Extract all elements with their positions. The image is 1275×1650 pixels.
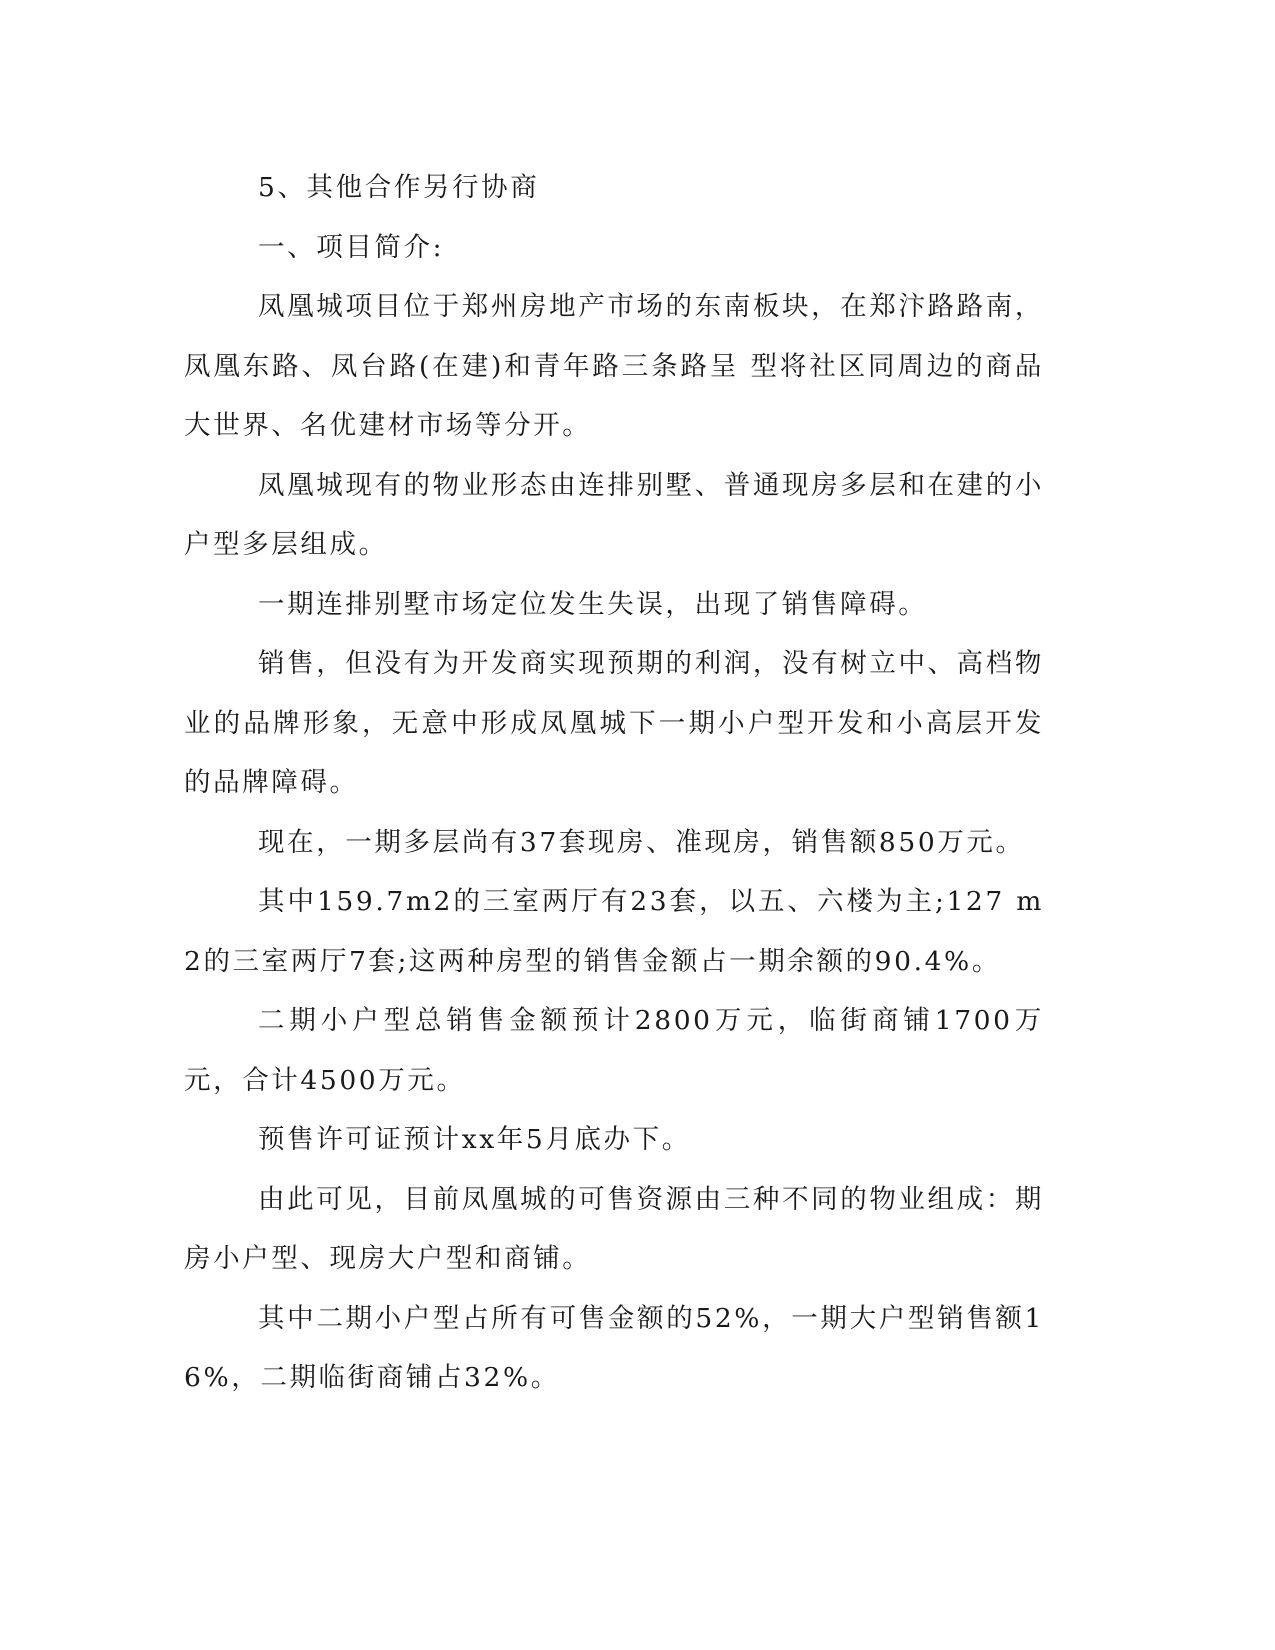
paragraph-brand-impact: 销售，但没有为开发商实现预期的利润，没有树立中、高档物业的品牌形象，无意中形成凤凰城下一期小户型开发和小高层开发的品牌障碍。 bbox=[184, 648, 1044, 798]
paragraph-unit-breakdown: 其中159.7m2的三室两厅有23套，以五、六楼为主;127 m2的三室两厅7套;这两种房型的销售金额占一期余额的90.4%。 bbox=[184, 886, 1044, 977]
paragraph-presale-permit: 预售许可证预计xx年5月底办下。 bbox=[258, 1124, 691, 1155]
paragraph-share-breakdown: 其中二期小户型占所有可售金额的52%，一期大户型销售额16%，二期临街商铺占32%。 bbox=[184, 1302, 1044, 1393]
paragraph-property-types: 凤凰城现有的物业形态由连排别墅、普通现房多层和在建的小户型多层组成。 bbox=[184, 469, 1044, 560]
document-body bbox=[184, 158, 1044, 1408]
paragraph-cooperation-note: 5、其他合作另行协商 bbox=[258, 172, 540, 203]
section-heading-project-intro: 一、项目简介: bbox=[258, 231, 445, 263]
paragraph-resource-summary: 由此可见，目前凤凰城的可售资源由三种不同的物业组成：期房小户型、现房大户型和商铺。 bbox=[184, 1183, 1044, 1274]
paragraph-location: 凤凰城项目位于郑州房地产市场的东南板块，在郑汴路路南，凤凰东路、凤台路(在建)和青年路三条路呈 型将社区同周边的商品大世界、名优建材市场等分开。 bbox=[184, 291, 1044, 441]
paragraph-phase1-inventory: 现在，一期多层尚有37套现房、准现房，销售额850万元。 bbox=[258, 826, 1025, 858]
paragraph-villa-positioning: 一期连排别墅市场定位发生失误，出现了销售障碍。 bbox=[258, 588, 928, 620]
paragraph-phase2-forecast: 二期小户型总销售金额预计2800万元，临街商铺1700万元，合计4500万元。 bbox=[184, 1005, 1044, 1096]
